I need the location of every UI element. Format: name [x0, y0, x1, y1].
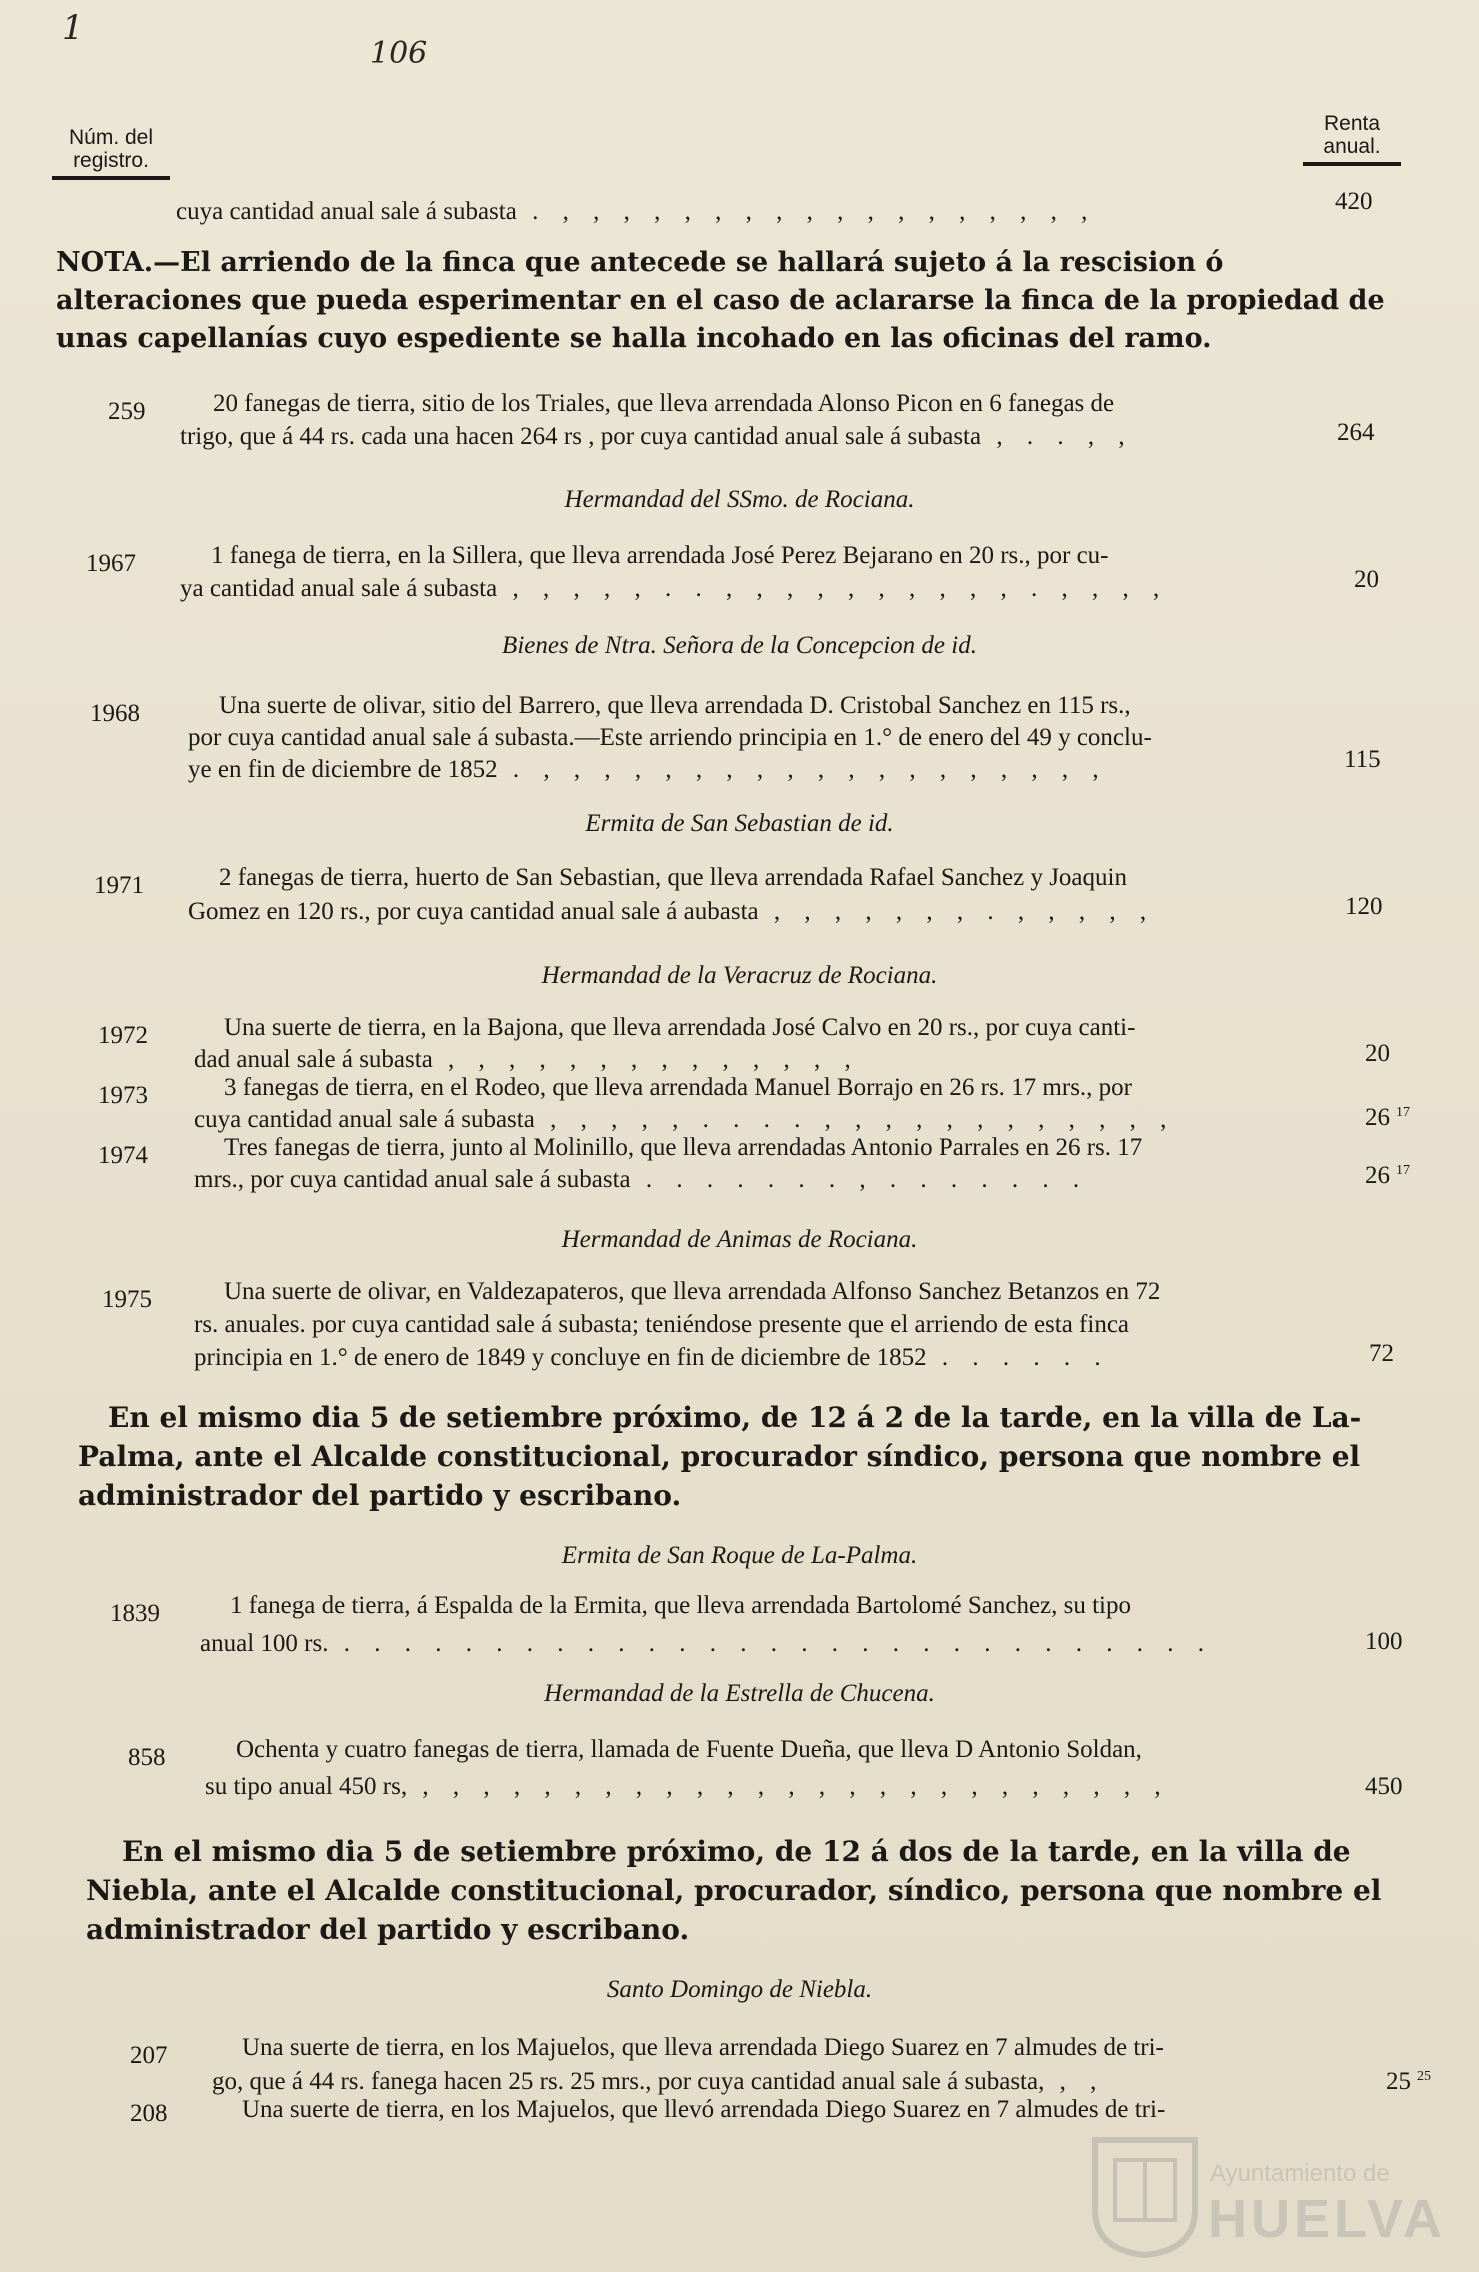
- announcement-line: En el mismo dia 5 de setiembre próximo, de 12 á 2 de la tarde, en la villa de La-: [108, 1401, 1362, 1434]
- entry-line: Una suerte de olivar, en Valdezapateros, que lleva arrendada Alfonso Sanchez Betanzos en 72: [224, 1278, 1161, 1305]
- entry-line: Ochenta y cuatro fanegas de tierra, llamada de Fuente Dueña, que lleva D Antonio Soldan,: [236, 1736, 1142, 1763]
- entry-line: 1 fanega de tierra, en la Sillera, que lleva arrendada José Perez Bejarano en 20 rs., por cu-: [211, 542, 1109, 569]
- entry-line: cuya cantidad anual sale á subasta , , , , , . . . . , , , , , , , , , , , ,: [194, 1106, 1176, 1133]
- registry-number: 208: [130, 2100, 168, 2127]
- top-entry-text: cuya cantidad anual sale á subasta . , , , , , , , , , , , , , , , , , ,: [176, 198, 1097, 225]
- registry-number: 207: [130, 2042, 168, 2069]
- entry-line: 3 fanegas de tierra, en el Rodeo, que lleva arrendada Manuel Borrajo en 26 rs. 17 mrs., por: [224, 1074, 1133, 1101]
- registry-number: 1839: [110, 1600, 160, 1627]
- section-heading: Hermandad de Animas de Rociana.: [561, 1226, 918, 1253]
- entry-rent: 115: [1344, 746, 1381, 773]
- entry-rent: 264: [1337, 419, 1375, 446]
- section-heading: Hermandad de la Veracruz de Rociana.: [541, 962, 938, 989]
- entry-line: Una suerte de olivar, sitio del Barrero, que lleva arrendada D. Cristobal Sanchez en 115 rs.,: [219, 692, 1131, 719]
- entry-line: 1 fanega de tierra, á Espalda de la Ermita, que lleva arrendada Bartolomé Sanchez, su tipo: [230, 1592, 1132, 1619]
- registry-number: 1967: [86, 550, 136, 577]
- section-heading: Bienes de Ntra. Señora de la Concepcion de id.: [502, 632, 977, 659]
- entry-rent: 450: [1365, 1773, 1403, 1800]
- registry-number: 1972: [98, 1022, 148, 1049]
- registry-number: 858: [128, 1744, 166, 1771]
- registry-number: 1973: [98, 1082, 148, 1109]
- registry-number: 1971: [94, 872, 144, 899]
- entry-line: go, que á 44 rs. fanega hacen 25 rs. 25 mrs., por cuya cantidad anual sale á subasta, , ,: [212, 2068, 1106, 2095]
- entry-rent: 25 $^{25}$: [1386, 2068, 1431, 2095]
- entry-line: 2 fanegas de tierra, huerto de San Sebastian, que lleva arrendada Rafael Sanchez y Joaquin: [219, 864, 1127, 891]
- top-entry-rent: 420: [1335, 188, 1373, 215]
- entry-rent: 26 $^{17}$: [1365, 1104, 1410, 1131]
- entry-line: principia en 1.° de enero de 1849 y concluye en fin de diciembre de 1852 . . . . . .: [194, 1344, 1110, 1371]
- entry-line: Tres fanegas de tierra, junto al Molinillo, que lleva arrendadas Antonio Parrales en 26 rs. 17: [224, 1134, 1143, 1161]
- header-left-label: Núm. del registro.: [68, 126, 154, 173]
- section-heading: Hermandad del SSmo. de Rociana.: [564, 486, 915, 513]
- entry-line: trigo, que á 44 rs. cada una hacen 264 rs , por cuya cantidad anual sale á subasta , . . , ,: [180, 423, 1134, 450]
- announcement-line: Niebla, ante el Alcalde constitucional, procurador, síndico, persona que nombre el: [86, 1874, 1382, 1907]
- watermark-line-1: Ayuntamiento de: [1210, 2160, 1390, 2187]
- registry-number: 1968: [90, 700, 140, 727]
- entry-line: ya cantidad anual sale á subasta , , , , , . . , , , , , , , , , , . , , , ,: [180, 575, 1169, 602]
- nota-paragraph: NOTA.—El arriendo de la finca que antecede se hallará sujeto á la rescision ó alteraciones que pueda esperimentar en el caso de aclararse la finca de la propiedad de unas capellanías cuyo espediente se halla incohado en las oficinas del ramo.: [56, 247, 1385, 354]
- entry-rent: 100: [1365, 1628, 1403, 1655]
- handwritten-page-number: 106: [370, 36, 428, 71]
- announcement-line: administrador del partido y escribano.: [86, 1913, 690, 1946]
- entry-line: por cuya cantidad anual sale á subasta.—Este arriendo principia en 1.° de enero del 49 y conclu-: [188, 724, 1152, 751]
- entry-line: Una suerte de tierra, en la Bajona, que lleva arrendada José Calvo en 20 rs., por cuya canti-: [224, 1014, 1136, 1041]
- entry-rent: 26 $^{17}$: [1365, 1162, 1410, 1189]
- registry-number: 1974: [98, 1142, 148, 1169]
- entry-line: mrs., por cuya cantidad anual sale á subasta . . . . . . . , . . . . . . .: [194, 1166, 1089, 1193]
- header-right-label: Renta anual.: [1323, 112, 1381, 159]
- section-heading: Ermita de San Roque de La-Palma.: [561, 1542, 918, 1569]
- handwritten-corner-mark: 1: [62, 8, 84, 48]
- header-left-rule: [52, 176, 170, 180]
- entry-line: ye en fin de diciembre de 1852 . , , , , , , , , , , , , , , , , , , ,: [188, 756, 1108, 783]
- section-heading: Ermita de San Sebastian de id.: [585, 810, 894, 837]
- huelva-crest-watermark: [1085, 2130, 1205, 2260]
- entry-line: dad anual sale á subasta , , , , , , , , , , , , , ,: [194, 1046, 860, 1073]
- registry-number: 259: [108, 398, 146, 425]
- announcement-line: En el mismo dia 5 de setiembre próximo, de 12 á dos de la tarde, en la villa de: [122, 1835, 1351, 1868]
- announcement-line: administrador del partido y escribano.: [78, 1479, 682, 1512]
- entry-line: Una suerte de tierra, en los Majuelos, que llevó arrendada Diego Suarez en 7 almudes de tri-: [242, 2096, 1166, 2123]
- announcement-line: Palma, ante el Alcalde constitucional, procurador síndico, persona que nombre el: [78, 1440, 1361, 1473]
- entry-line: Gomez en 120 rs., por cuya cantidad anual sale á aubasta , , , , , , , . , , , , ,: [188, 898, 1156, 925]
- watermark-line-2: HUELVA: [1208, 2189, 1446, 2249]
- entry-line: rs. anuales. por cuya cantidad sale á subasta; teniéndose presente que el arriendo de esta finca: [194, 1311, 1130, 1338]
- entry-line: anual 100 rs. . . . . . . . . . . . . . . . . . . . . . . . . . . . . .: [200, 1630, 1213, 1657]
- registry-number-header: [52, 126, 170, 180]
- entry-rent: 20: [1354, 566, 1379, 593]
- annual-rent-header: [1303, 112, 1401, 166]
- header-right-rule: [1303, 162, 1401, 166]
- entry-rent: 20: [1365, 1040, 1390, 1067]
- entry-line: su tipo anual 450 rs, , , , , , , , , , , , , , , , , , , , , , , , , ,: [205, 1773, 1170, 1800]
- entry-rent: 120: [1345, 893, 1383, 920]
- registry-number: 1975: [102, 1286, 152, 1313]
- entry-line: Una suerte de tierra, en los Majuelos, que lleva arrendada Diego Suarez en 7 almudes de tri-: [242, 2034, 1164, 2061]
- section-heading: Santo Domingo de Niebla.: [606, 1976, 873, 2003]
- entry-line: 20 fanegas de tierra, sitio de los Triales, que lleva arrendada Alonso Picon en 6 fanegas de: [213, 390, 1115, 417]
- section-heading: Hermandad de la Estrella de Chucena.: [544, 1680, 935, 1707]
- entry-rent: 72: [1369, 1340, 1394, 1367]
